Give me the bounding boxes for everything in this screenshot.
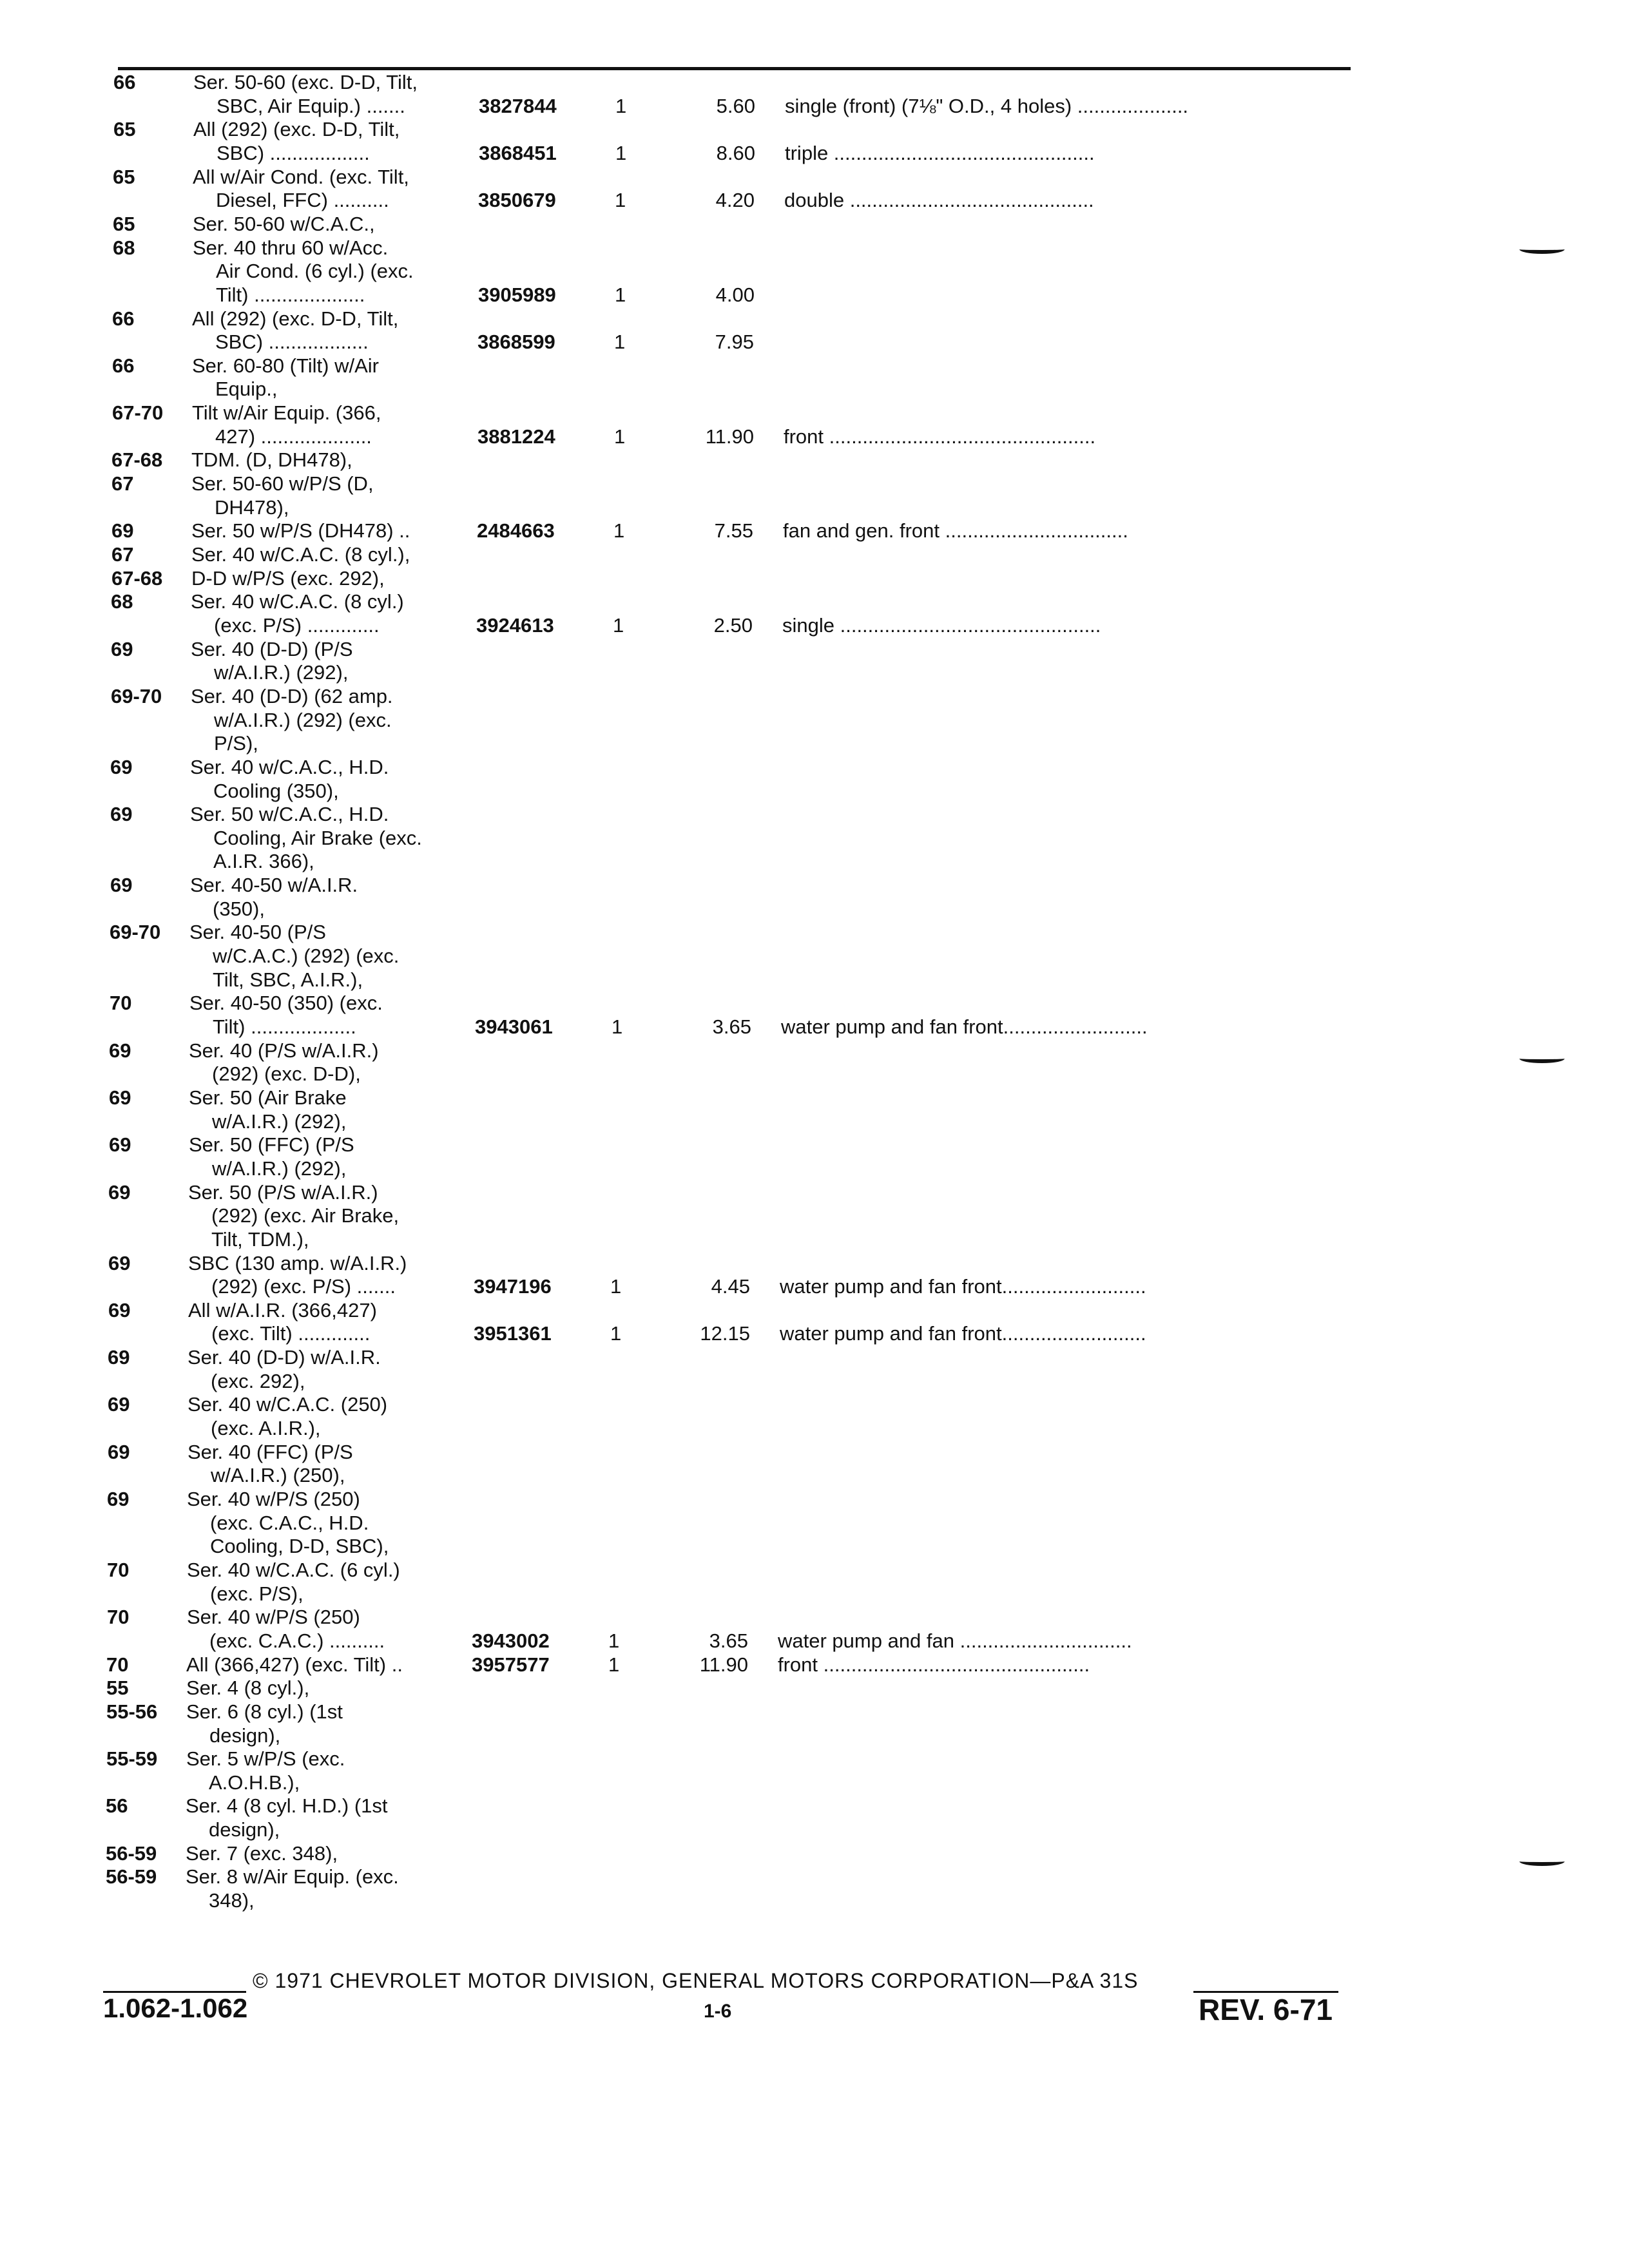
description-cell: SBC (130 amp. w/A.I.R.) <box>188 1251 407 1274</box>
year-cell: 69 <box>110 874 133 897</box>
part-number-cell: 3905989 <box>478 283 556 306</box>
year-cell: 67-70 <box>112 401 164 425</box>
description-cell: All w/A.I.R. (366,427) <box>188 1298 377 1321</box>
year-cell: 55-59 <box>106 1747 158 1771</box>
description-cell: Ser. 40 w/C.A.C., H.D. <box>190 755 389 778</box>
year-cell: 69 <box>111 519 134 543</box>
description-cell: Ser. 40-50 (P/S <box>189 921 326 944</box>
description-cell: w/A.I.R.) (292) (exc. <box>214 708 392 731</box>
quantity-cell: 1 <box>615 94 627 117</box>
description-cell: Ser. 40 (D-D) w/A.I.R. <box>188 1346 381 1369</box>
price-cell: 11.90 <box>699 1653 748 1676</box>
price-cell: 7.95 <box>715 331 754 354</box>
description-cell: Ser. 50 (Air Brake <box>189 1086 347 1109</box>
year-cell: 70 <box>106 1653 129 1676</box>
description-cell: (292) (exc. Air Brake, <box>211 1204 400 1227</box>
description-cell: A.O.H.B.), <box>209 1771 300 1794</box>
description-cell: Ser. 40-50 (350) (exc. <box>189 992 383 1015</box>
quantity-cell: 1 <box>610 1322 622 1345</box>
note-cell: water pump and fan front.......................... <box>780 1322 1146 1345</box>
description-cell: Ser. 50 (P/S w/A.I.R.) <box>188 1180 378 1204</box>
quantity-cell: 1 <box>608 1653 620 1676</box>
description-cell: Tilt, SBC, A.I.R.), <box>213 968 363 991</box>
description-cell: Ser. 40 (D-D) (P/S <box>191 637 353 660</box>
description-cell: TDM. (D, DH478), <box>191 448 352 472</box>
description-cell: Ser. 50 (FFC) (P/S <box>189 1133 354 1157</box>
description-cell: Tilt) ................... <box>213 1015 356 1038</box>
note-cell: double ............................................ <box>784 189 1094 212</box>
year-cell: 66 <box>112 307 135 330</box>
description-cell: w/A.I.R.) (292), <box>214 661 349 684</box>
quantity-cell: 1 <box>615 141 627 164</box>
description-cell: (350), <box>213 897 265 920</box>
quantity-cell: 1 <box>612 1015 623 1038</box>
description-cell: (exc. Tilt) ............. <box>211 1322 371 1345</box>
description-cell: All (292) (exc. D-D, Tilt, <box>193 118 400 141</box>
year-cell: 67 <box>111 472 134 495</box>
price-cell: 4.20 <box>715 189 755 212</box>
description-cell: SBC) .................. <box>217 141 370 164</box>
binding-mark <box>1519 1054 1565 1063</box>
description-cell: Ser. 4 (8 cyl.), <box>186 1677 310 1700</box>
year-cell: 69 <box>108 1298 131 1321</box>
description-cell: D-D w/P/S (exc. 292), <box>191 566 385 590</box>
description-cell: Ser. 40 w/P/S (250) <box>187 1606 360 1629</box>
description-cell: Ser. 40 w/C.A.C. (6 cyl.) <box>187 1558 400 1581</box>
price-cell: 11.90 <box>705 425 754 448</box>
year-cell: 69 <box>109 1133 131 1157</box>
note-cell: triple ............................................... <box>785 141 1095 164</box>
description-cell: Tilt w/Air Equip. (366, <box>192 401 381 425</box>
description-cell: Ser. 40 thru 60 w/Acc. <box>193 236 389 259</box>
year-cell: 69-70 <box>111 684 162 707</box>
year-cell: 69 <box>107 1488 130 1510</box>
price-cell: 4.00 <box>715 283 755 306</box>
year-cell: 69 <box>108 1251 131 1274</box>
note-cell: water pump and fan front.......................... <box>780 1275 1146 1298</box>
description-cell: All (292) (exc. D-D, Tilt, <box>192 307 399 330</box>
part-number-cell: 3924613 <box>476 613 554 637</box>
part-number-cell: 2484663 <box>477 519 555 543</box>
description-cell: (exc. P/S), <box>210 1582 304 1605</box>
revision-label: REV. 6-71 <box>1199 1993 1333 2026</box>
year-cell: 70 <box>110 992 132 1015</box>
description-cell: Tilt) .................... <box>216 283 365 306</box>
price-cell: 5.60 <box>716 94 755 117</box>
description-cell: (292) (exc. D-D), <box>212 1062 361 1086</box>
price-cell: 3.65 <box>712 1015 751 1038</box>
year-cell: 66 <box>113 71 136 93</box>
year-cell: 55-56 <box>106 1700 158 1723</box>
year-cell: 55 <box>106 1677 129 1700</box>
binding-mark <box>1519 245 1565 254</box>
year-cell: 69 <box>108 1346 130 1369</box>
description-cell: Ser. 40-50 w/A.I.R. <box>190 874 358 897</box>
year-cell: 69 <box>109 1039 131 1062</box>
year-cell: 69 <box>108 1393 130 1416</box>
description-cell: Ser. 40 w/C.A.C. (8 cyl.) <box>191 590 404 613</box>
description-cell: design), <box>209 1724 281 1747</box>
description-cell: Tilt, TDM.), <box>211 1227 309 1251</box>
quantity-cell: 1 <box>613 519 625 543</box>
description-cell: w/C.A.C.) (292) (exc. <box>213 945 400 968</box>
description-cell: Ser. 40 (P/S w/A.I.R.) <box>189 1039 379 1062</box>
price-cell: 2.50 <box>713 613 753 637</box>
year-cell: 65 <box>113 165 135 188</box>
description-cell: (exc. 292), <box>211 1369 305 1392</box>
copyright-line: © 1971 CHEVROLET MOTOR DIVISION, GENERAL MOTORS CORPORATION—P&A 31S <box>253 1969 1139 1992</box>
page-code: 1.062-1.062 <box>103 1993 248 2023</box>
year-cell: 69 <box>110 755 133 778</box>
year-cell: 69 <box>110 803 133 826</box>
description-cell: Ser. 50 w/P/S (DH478) .. <box>191 519 410 543</box>
description-cell: 348), <box>209 1889 255 1912</box>
price-cell: 12.15 <box>700 1322 750 1345</box>
description-cell: Ser. 40 w/P/S (250) <box>187 1488 360 1510</box>
part-number-cell: 3881224 <box>477 425 555 448</box>
year-cell: 66 <box>112 354 135 377</box>
description-cell: design), <box>209 1818 280 1841</box>
note-cell: water pump and fan front.......................... <box>781 1015 1148 1038</box>
description-cell: (exc. C.A.C., H.D. <box>210 1511 369 1534</box>
description-cell: (exc. C.A.C.) .......... <box>209 1629 385 1652</box>
part-number-cell: 3951361 <box>474 1322 552 1345</box>
page-number: 1-6 <box>704 2001 732 2022</box>
quantity-cell: 1 <box>610 1275 622 1298</box>
description-cell: All (366,427) (exc. Tilt) .. <box>186 1653 403 1676</box>
description-cell: Cooling (350), <box>213 779 339 802</box>
description-cell: w/A.I.R.) (250), <box>211 1464 345 1487</box>
year-cell: 56-59 <box>106 1865 157 1888</box>
note-cell: front ................................................ <box>778 1653 1090 1676</box>
description-cell: Diesel, FFC) .......... <box>216 189 389 212</box>
year-cell: 67-68 <box>111 448 163 472</box>
description-cell: Cooling, D-D, SBC), <box>210 1535 389 1558</box>
price-cell: 8.60 <box>716 141 755 164</box>
year-cell: 70 <box>107 1606 130 1629</box>
description-cell: Ser. 50-60 (exc. D-D, Tilt, <box>193 71 418 93</box>
description-cell: Ser. 8 w/Air Equip. (exc. <box>186 1865 399 1888</box>
description-cell: 427) .................... <box>215 425 372 448</box>
year-cell: 70 <box>107 1558 130 1581</box>
year-cell: 65 <box>113 118 136 141</box>
price-cell: 3.65 <box>709 1629 748 1652</box>
year-cell: 56 <box>106 1794 128 1818</box>
part-number-cell: 3850679 <box>478 189 556 212</box>
description-cell: Ser. 40 w/C.A.C. (250) <box>188 1393 388 1416</box>
description-cell: SBC) .................. <box>215 331 369 354</box>
year-cell: 56-59 <box>106 1841 157 1865</box>
year-cell: 69 <box>108 1440 130 1463</box>
part-number-cell: 3957577 <box>472 1653 550 1676</box>
description-cell: P/S), <box>214 732 258 755</box>
binding-mark <box>1519 1857 1565 1866</box>
description-cell: Cooling, Air Brake (exc. <box>213 826 422 849</box>
quantity-cell: 1 <box>615 283 626 306</box>
year-cell: 65 <box>113 212 135 235</box>
description-cell: Ser. 50-60 w/P/S (D, <box>191 472 374 495</box>
description-cell: (292) (exc. P/S) ....... <box>211 1275 396 1298</box>
note-cell: single ............................................... <box>782 613 1101 637</box>
part-number-cell: 3947196 <box>474 1275 552 1298</box>
description-cell: Ser. 5 w/P/S (exc. <box>186 1747 345 1771</box>
note-cell: single (front) (7⅛" O.D., 4 holes) .................... <box>785 94 1189 117</box>
price-cell: 4.45 <box>711 1275 750 1298</box>
description-cell: Air Cond. (6 cyl.) (exc. <box>216 260 414 283</box>
quantity-cell: 1 <box>614 331 626 354</box>
description-cell: Ser. 40 (FFC) (P/S <box>188 1440 353 1463</box>
description-cell: Ser. 50-60 w/C.A.C., <box>193 212 375 235</box>
description-cell: Equip., <box>215 378 278 401</box>
note-cell: fan and gen. front ................................. <box>783 519 1128 543</box>
description-cell: Ser. 50 w/C.A.C., H.D. <box>190 803 389 826</box>
part-number-cell: 3827844 <box>479 94 557 117</box>
description-cell: A.I.R. 366), <box>213 850 314 873</box>
part-number-cell: 3868451 <box>479 141 557 164</box>
description-cell: w/A.I.R.) (292), <box>212 1157 347 1180</box>
description-cell: w/A.I.R.) (292), <box>212 1110 347 1133</box>
description-cell: Ser. 4 (8 cyl. H.D.) (1st <box>186 1794 388 1818</box>
description-cell: Ser. 40 w/C.A.C. (8 cyl.), <box>191 543 410 566</box>
part-number-cell: 3943002 <box>472 1629 550 1652</box>
year-cell: 69 <box>108 1180 131 1204</box>
note-cell: front ................................................ <box>784 425 1096 448</box>
year-cell: 67-68 <box>111 566 163 590</box>
part-number-cell: 3868599 <box>477 331 555 354</box>
quantity-cell: 1 <box>613 613 624 637</box>
price-cell: 7.55 <box>714 519 753 543</box>
description-cell: SBC, Air Equip.) ....... <box>217 94 405 117</box>
description-cell: (exc. P/S) ............. <box>214 613 380 637</box>
description-cell: Ser. 60-80 (Tilt) w/Air <box>192 354 379 377</box>
description-cell: Ser. 40 (D-D) (62 amp. <box>191 684 393 707</box>
description-cell: Ser. 6 (8 cyl.) (1st <box>186 1700 343 1723</box>
year-cell: 68 <box>111 590 133 613</box>
year-cell: 69-70 <box>110 921 161 944</box>
description-cell: (exc. A.I.R.), <box>211 1417 321 1440</box>
quantity-cell: 1 <box>615 189 626 212</box>
quantity-cell: 1 <box>614 425 626 448</box>
year-cell: 67 <box>111 543 134 566</box>
note-cell: water pump and fan ............................... <box>778 1629 1132 1652</box>
year-cell: 69 <box>111 637 133 660</box>
year-cell: 69 <box>109 1086 131 1109</box>
description-cell: Ser. 7 (exc. 348), <box>186 1841 338 1865</box>
year-cell: 68 <box>113 236 135 259</box>
description-cell: All w/Air Cond. (exc. Tilt, <box>193 165 409 188</box>
quantity-cell: 1 <box>608 1629 620 1652</box>
part-number-cell: 3943061 <box>475 1015 553 1038</box>
description-cell: DH478), <box>215 495 289 519</box>
